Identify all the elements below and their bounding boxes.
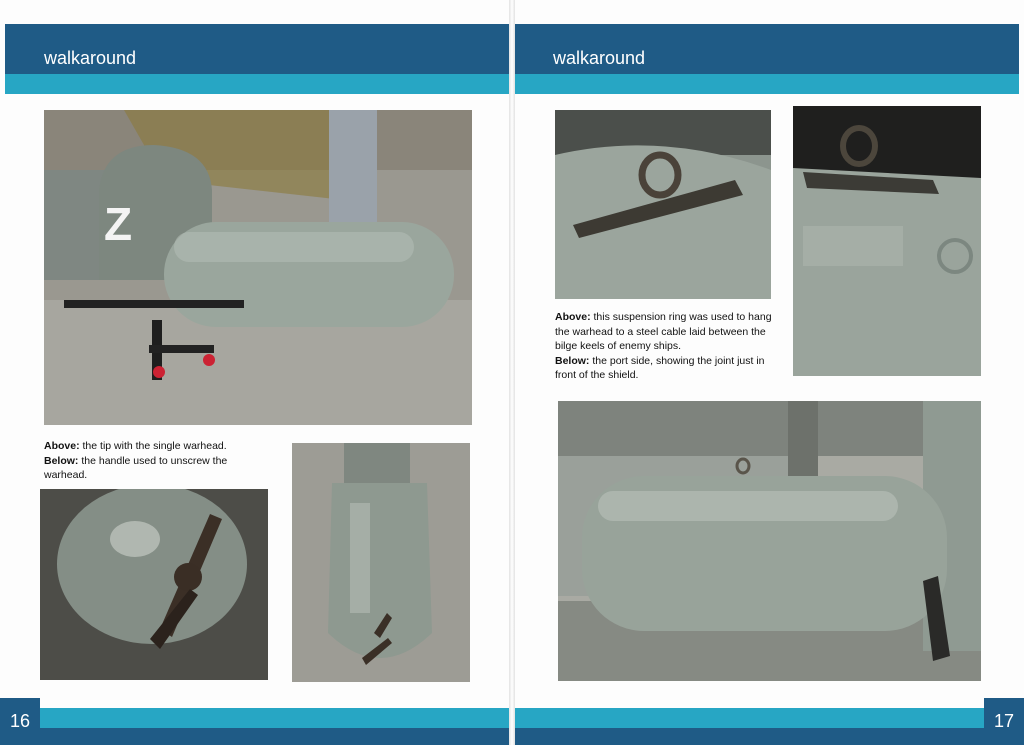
right-page <box>512 0 1024 745</box>
caption-above-label: Above: <box>555 311 591 323</box>
page-number: 16 <box>0 698 40 745</box>
left-caption <box>44 439 259 483</box>
photo-suspension-ring <box>555 110 771 299</box>
footer-band <box>0 728 512 745</box>
caption-below-text: the handle used to unscrew the warhead. <box>44 454 228 481</box>
caption-below-label: Below: <box>555 354 590 367</box>
photo-warhead-bottom <box>292 443 470 682</box>
book-spine <box>509 0 515 745</box>
footer-stripe <box>0 708 512 728</box>
photo-ring-top <box>793 106 981 376</box>
caption-above-text: the tip with the single warhead. <box>79 440 227 452</box>
photo-port-side <box>558 401 981 681</box>
photo-warhead-handle <box>40 489 268 680</box>
caption-above-text: this suspension ring was used to hang the warhead to a steel cable laid between the bilge keels of enemy ships. <box>555 311 772 352</box>
page-number: 17 <box>984 698 1024 745</box>
caption-below-label: Below: <box>44 454 79 467</box>
caption-below-text: the port side, showing the joint just in front of the shield. <box>555 354 765 381</box>
header-stripe <box>5 74 512 94</box>
hull-letter: Z <box>104 198 133 250</box>
header-stripe <box>512 74 1019 94</box>
photo-warhead-tip <box>44 110 472 425</box>
caption-above-label: Above: <box>44 440 80 452</box>
footer-band <box>512 728 1024 745</box>
footer-stripe <box>512 708 1024 728</box>
page-header-title: walkaround <box>44 48 137 68</box>
right-caption <box>555 310 775 383</box>
page-header-title: walkaround <box>553 48 646 68</box>
